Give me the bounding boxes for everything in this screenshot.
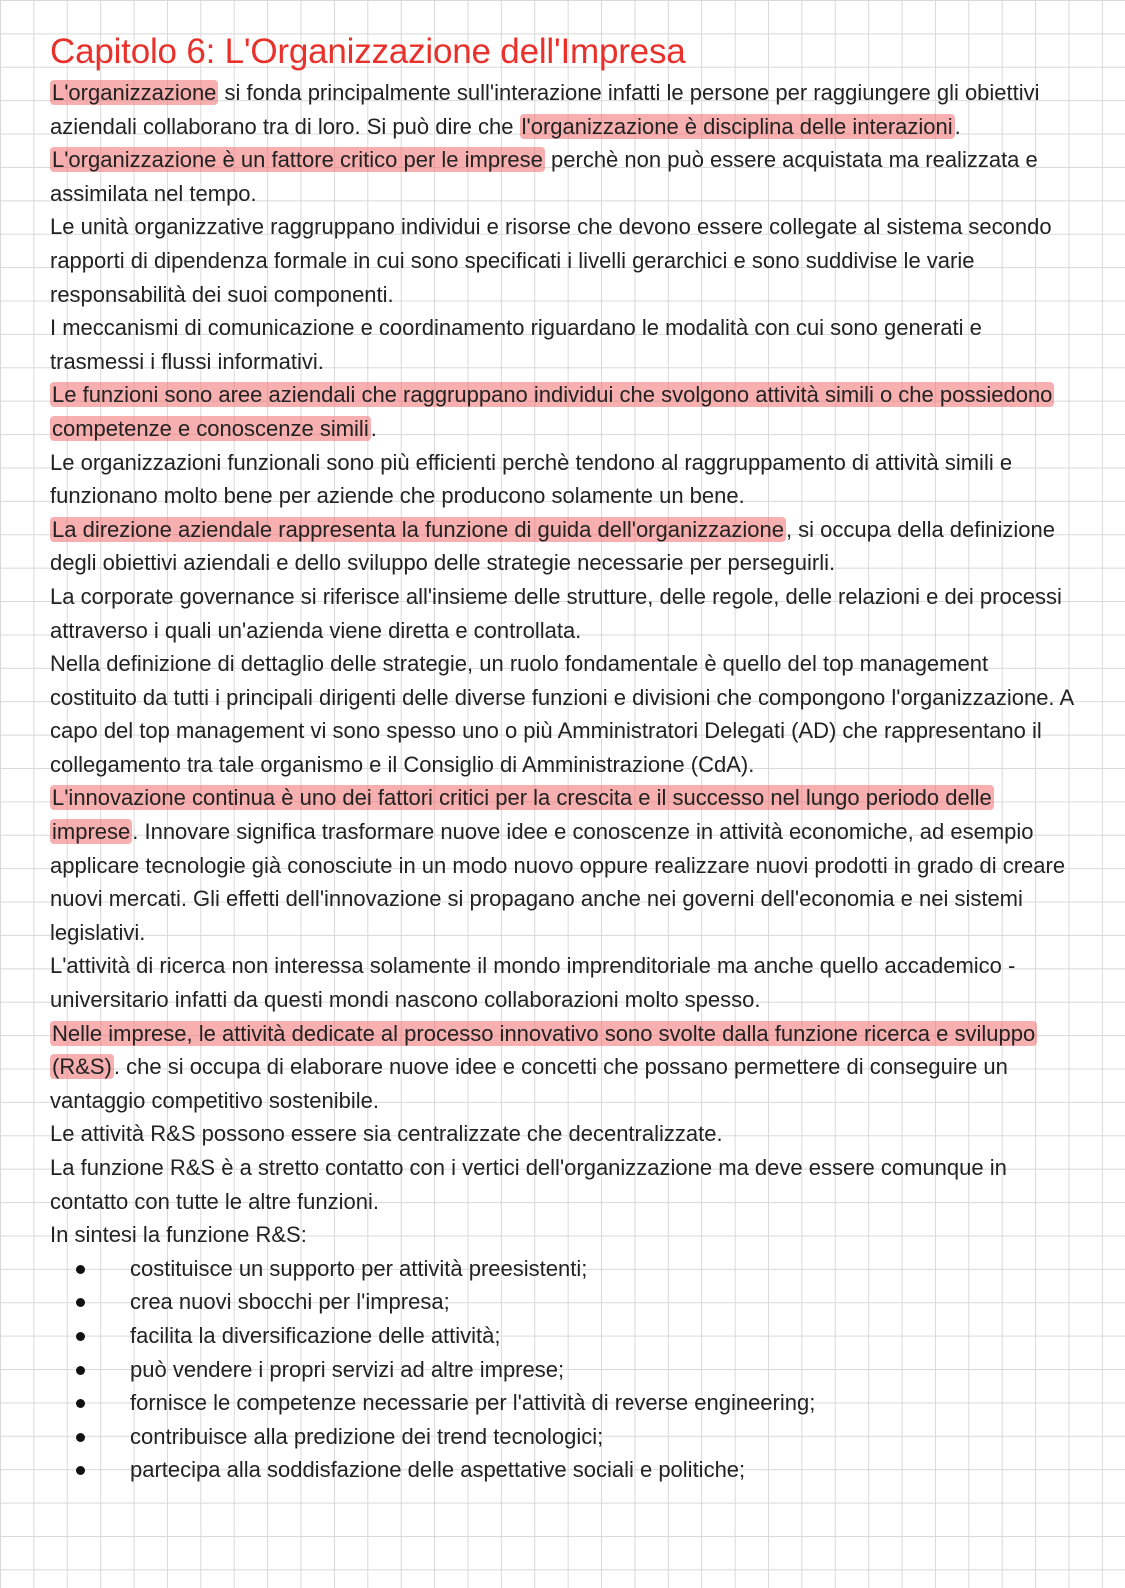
list-item: fornisce le competenze necessarie per l'attività di reverse engineering; [50,1386,1080,1420]
highlight: Nelle imprese, le attività dedicate al processo innovativo sono svolte dalla funzione ricerca e sviluppo (R&S) [52,1020,1036,1080]
chapter-title: Capitolo 6: L'Organizzazione dell'Impresa [50,32,686,71]
paragraph-innovazione [50,781,1080,949]
bullet-list [50,1252,1080,1487]
paragraph-direzione [50,513,1080,580]
paragraph-governance: La corporate governance si riferisce all'insieme delle strutture, delle regole, delle relazioni e dei processi attraverso i quali un'azienda viene diretta e controllata. [50,583,1062,643]
list-item: costituisce un supporto per attività preesistenti; [50,1252,1080,1286]
highlight: l'organizzazione è disciplina delle interazioni [521,113,953,139]
highlight: L'innovazione continua è uno dei fattori critici per la crescita e il successo nel lungo periodo delle imprese [52,785,992,845]
paragraph-organizzazione [50,76,1080,210]
paragraph-text: . che si occupa di elaborare nuove idee e concetti che possano permettere di conseguire un vantaggio competitivo sostenibile. [50,1054,1008,1113]
paragraph-organizzazioni-funzionali: Le organizzazioni funzionali sono più efficienti perchè tendono al raggruppamento di attività simili e funzionano molto bene per aziende che producono solamente un bene. [50,449,1013,509]
paragraph-ricerca: L'attività di ricerca non interessa solamente il mondo imprenditoriale ma anche quello accademico - universitario infatti da questi mondi nascono collaborazioni molto spesso. [50,953,1016,1013]
paragraph-text: , si occupa della definizione degli obiettivi aziendali e dello sviluppo delle strategie necessarie per perseguirli. [50,516,1055,576]
highlight: L'organizzazione [52,80,217,105]
highlight: L'organizzazione è un fattore critico per le imprese [52,147,543,173]
paragraph-rs [50,1017,1080,1118]
paragraph-rs-centralizzate: Le attività R&S possono essere sia centralizzate che decentralizzate. [50,1121,723,1147]
list-item: contribuisce alla predizione dei trend tecnologici; [50,1420,1080,1454]
paragraph-text: si fonda principalmente sull'interazione infatti le persone per raggiungere gli obiettivi aziendali collaborano tra di loro. Si può dire che [50,80,1040,139]
highlight: La direzione aziendale rappresenta la funzione di guida dell'organizzazione [52,516,784,542]
paragraph-text: . [370,415,377,441]
paragraph-funzioni [50,378,1080,445]
list-item: crea nuovi sbocchi per l'impresa; [50,1285,1080,1319]
paragraph-top-management: Nella definizione di dettaglio delle strategie, un ruolo fondamentale è quello del top management costituito da tutti i principali dirigenti delle diverse funzioni e divisioni che compongono l'organizzazione. A capo del top management vi sono spesso uno o più Amministratori Delegati (AD) che rappresentano il collegamento tra tale organismo e il Consiglio di Amministrazione (CdA). [50,651,1073,777]
paragraph-rs-contatto: La funzione R&S è a stretto contatto con i vertici dell'organizzazione ma deve essere comunque in contatto con tutte le altre funzioni. [50,1155,1007,1214]
paragraph-text: . [954,113,961,139]
paragraph-text: . Innovare significa trasformare nuove idee e conoscenze in attività economiche, ad esempio applicare tecnologie già conosciute in un modo nuovo oppure realizzare nuovi prodotti in grado di creare nuovi mercati. Gli effetti dell'innovazione si propagano anche nei governi dell'economia e nei sistemi legislativi. [50,819,1066,945]
paragraph-text: perchè non può essere acquistata ma realizzata e assimilata nel tempo. [50,147,1038,206]
paragraph-sintesi: In sintesi la funzione R&S: [50,1222,307,1248]
document-page [50,28,1080,1487]
paragraph-unita-organizzative: Le unità organizzative raggruppano individui e risorse che devono essere collegate al sistema secondo rapporti di dipendenza formale in cui sono specificati i livelli gerarchici e sono suddivise le varie responsabilità dei suoi componenti. [50,214,1052,307]
paragraph-meccanismi: I meccanismi di comunicazione e coordinamento riguardano le modalità con cui sono generati e trasmessi i flussi informativi. [50,315,982,374]
list-item: può vendere i propri servizi ad altre imprese; [50,1353,1080,1387]
list-item: facilita la diversificazione delle attività; [50,1319,1080,1353]
highlight: Le funzioni sono aree aziendali che raggruppano individui che svolgono attività simili o che possiedono competenze e conoscenze simili [52,382,1053,441]
list-item: partecipa alla soddisfazione delle aspettative sociali e politiche; [50,1453,1080,1487]
